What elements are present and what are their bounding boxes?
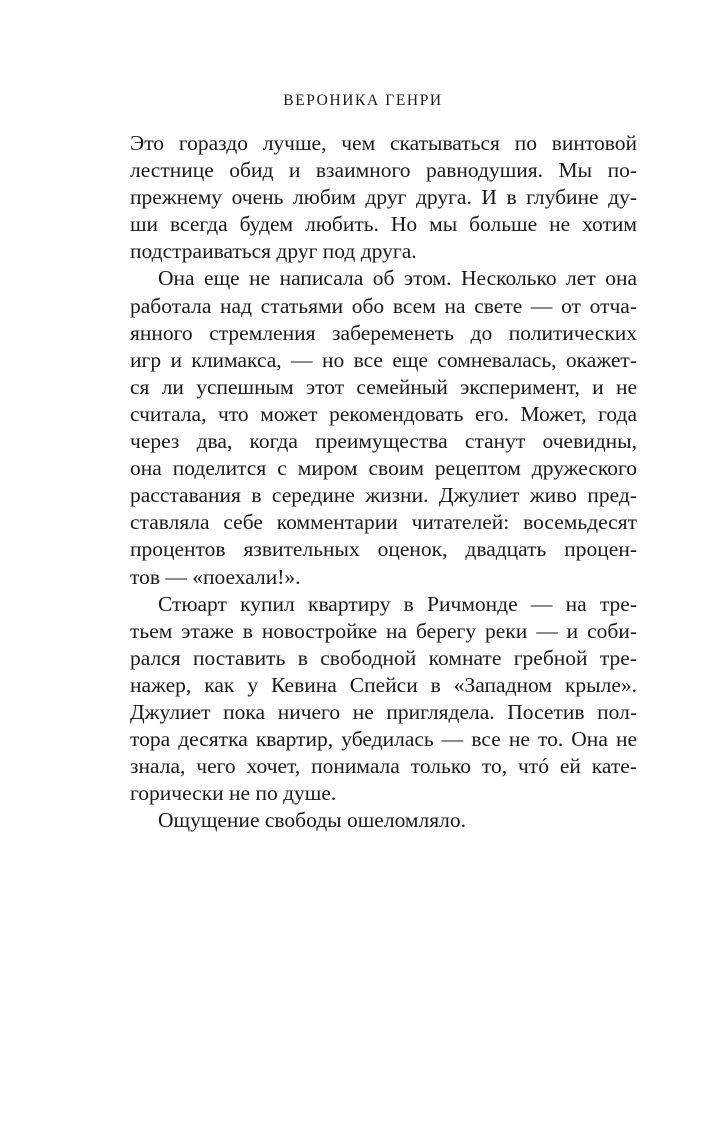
text-line: Джулиет пока ничего не приглядела. Посетив пол- (130, 699, 637, 724)
paragraph (130, 591, 637, 808)
text-line: Она еще не написала об этом. Несколько лет она (158, 266, 637, 291)
text-line: прежнему очень любим друг друга. И в глубине ду- (130, 185, 637, 210)
text-line: расставания в середине жизни. Джулиет живо пред- (130, 483, 637, 508)
text-line: она поделится с миром своим рецептом дружеского (130, 456, 637, 481)
paragraph (130, 807, 637, 834)
text-line: тьем этаже в новостройке на берегу реки — и соби- (130, 618, 637, 643)
text-line: игр и климакса, — но все еще сомневалась, окажет- (130, 347, 637, 372)
text-line: через два, когда преимущества станут очевидны, (130, 429, 637, 454)
text-line: ставляла себе комментарии читателей: восемьдесят (130, 510, 637, 535)
running-head: ВЕРОНИКА ГЕНРИ (283, 92, 443, 109)
text-line: Ощущение свободы ошеломляло. (158, 808, 466, 833)
text-line: янного стремления забеременеть до политических (130, 320, 637, 345)
text-line: Стюарт купил квартиру в Ричмонде — на тре- (158, 591, 637, 616)
text-line: знала, чего хочет, понимала только то, чтó ей кате- (130, 754, 637, 779)
text-line: Это гораздо лучше, чем скатываться по винтовой (130, 131, 637, 155)
text-line: работала над статьями обо всем на свете — от отча- (130, 293, 637, 318)
text-line: ся ли успешным этот семейный эксперимент, и не (130, 374, 637, 399)
text-line: ши всегда будем любить. Но мы больше не хотим (130, 212, 637, 237)
body-text (130, 130, 637, 834)
text-line: горически не по душе. (130, 781, 337, 806)
text-line: подстраиваться друг под друга. (130, 239, 417, 264)
paragraph (130, 265, 637, 590)
text-line: нажер, как у Кевина Спейси в «Западном крыле». (130, 672, 637, 697)
paragraph (130, 130, 637, 265)
text-line: рался поставить в свободной комнате гребной тре- (130, 645, 637, 670)
text-line: лестнице обид и взаимного равнодушия. Мы по- (130, 158, 637, 183)
text-line: тов — «поехали!». (130, 564, 301, 589)
text-line: тора десятка квартир, убедилась — все не то. Она не (130, 727, 637, 752)
text-line: считала, что может рекомендовать его. Может, года (130, 401, 637, 426)
text-line: процентов язвительных оценок, двадцать процен- (130, 537, 637, 562)
